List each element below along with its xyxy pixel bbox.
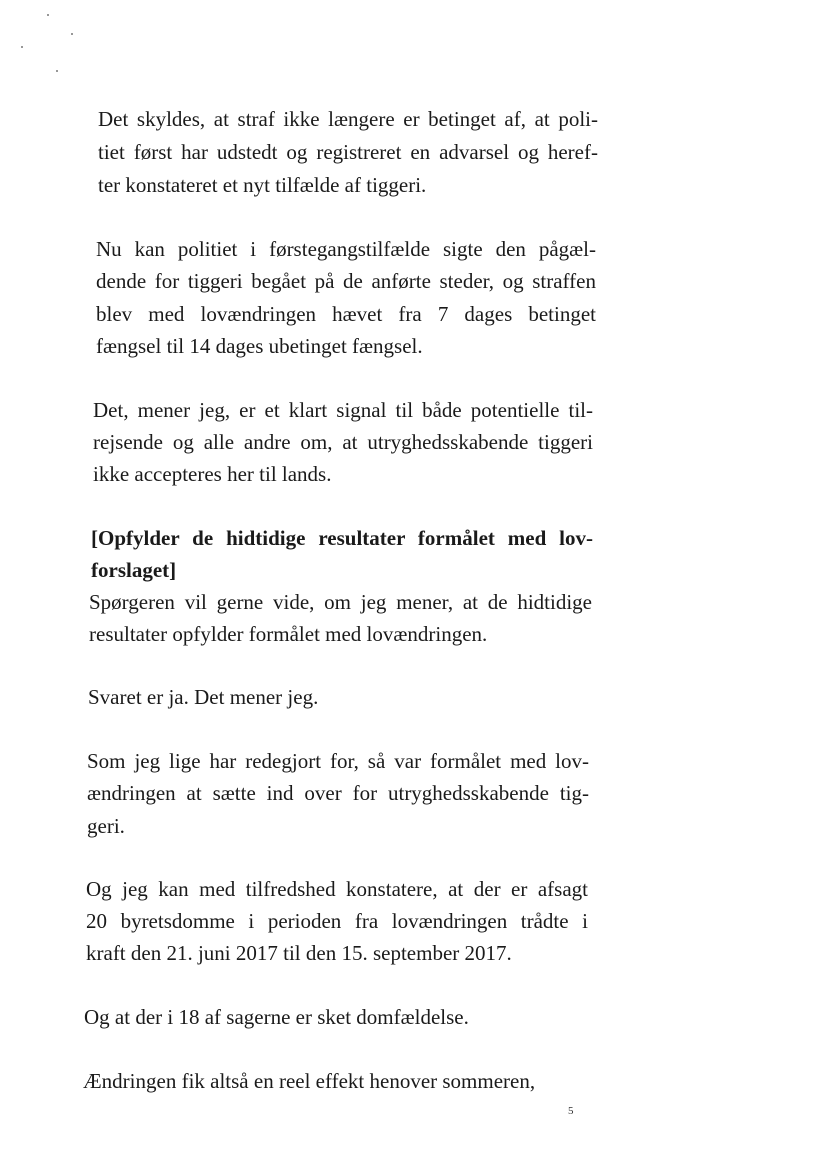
text-line: Ændringen fik altså en reel effekt henover sommeren, bbox=[83, 1069, 536, 1093]
text-line: blev med lovændringen hævet fra 7 dages betinget bbox=[96, 302, 596, 326]
text-line: ændringen at sætte ind over for utryghedsskabende tig- bbox=[87, 781, 589, 805]
section-heading: forslaget] bbox=[91, 558, 177, 582]
section-heading: [Opfylder de hidtidige resultater formålet med lov- bbox=[91, 526, 593, 550]
text-line: resultater opfylder formålet med lovændringen. bbox=[89, 622, 488, 646]
text-line: Spørgeren vil gerne vide, om jeg mener, at de hidtidige bbox=[89, 590, 592, 614]
text-line: dende for tiggeri begået på de anførte steder, og straffen bbox=[96, 269, 596, 293]
text-line: geri. bbox=[87, 814, 125, 838]
text-line: Og jeg kan med tilfredshed konstatere, at der er afsagt bbox=[86, 877, 588, 901]
text-line: tiet først har udstedt og registreret en advarsel og heref- bbox=[98, 140, 598, 164]
text-line: rejsende og alle andre om, at utryghedsskabende tiggeri bbox=[93, 430, 593, 454]
scan-speck bbox=[71, 33, 73, 35]
text-line: Det skyldes, at straf ikke længere er betinget af, at poli- bbox=[98, 107, 598, 131]
text-line: ter konstateret et nyt tilfælde af tiggeri. bbox=[98, 173, 427, 197]
text-line: Og at der i 18 af sagerne er sket domfældelse. bbox=[84, 1005, 469, 1029]
text-line: fængsel til 14 dages ubetinget fængsel. bbox=[96, 334, 423, 358]
text-line: ikke accepteres her til lands. bbox=[93, 462, 332, 486]
text-line: Det, mener jeg, er et klart signal til både potentielle til- bbox=[93, 398, 593, 422]
scan-speck bbox=[47, 14, 49, 16]
text-line: Nu kan politiet i førstegangstilfælde sigte den pågæl- bbox=[96, 237, 596, 261]
page-number: 5 bbox=[568, 1105, 574, 1117]
text-line: Som jeg lige har redegjort for, så var formålet med lov- bbox=[87, 749, 589, 773]
text-line: Svaret er ja. Det mener jeg. bbox=[88, 685, 319, 709]
scan-speck bbox=[21, 46, 23, 48]
scan-speck bbox=[56, 70, 58, 72]
text-line: 20 byretsdomme i perioden fra lovændringen trådte i bbox=[86, 909, 588, 933]
text-line: kraft den 21. juni 2017 til den 15. september 2017. bbox=[86, 941, 512, 965]
